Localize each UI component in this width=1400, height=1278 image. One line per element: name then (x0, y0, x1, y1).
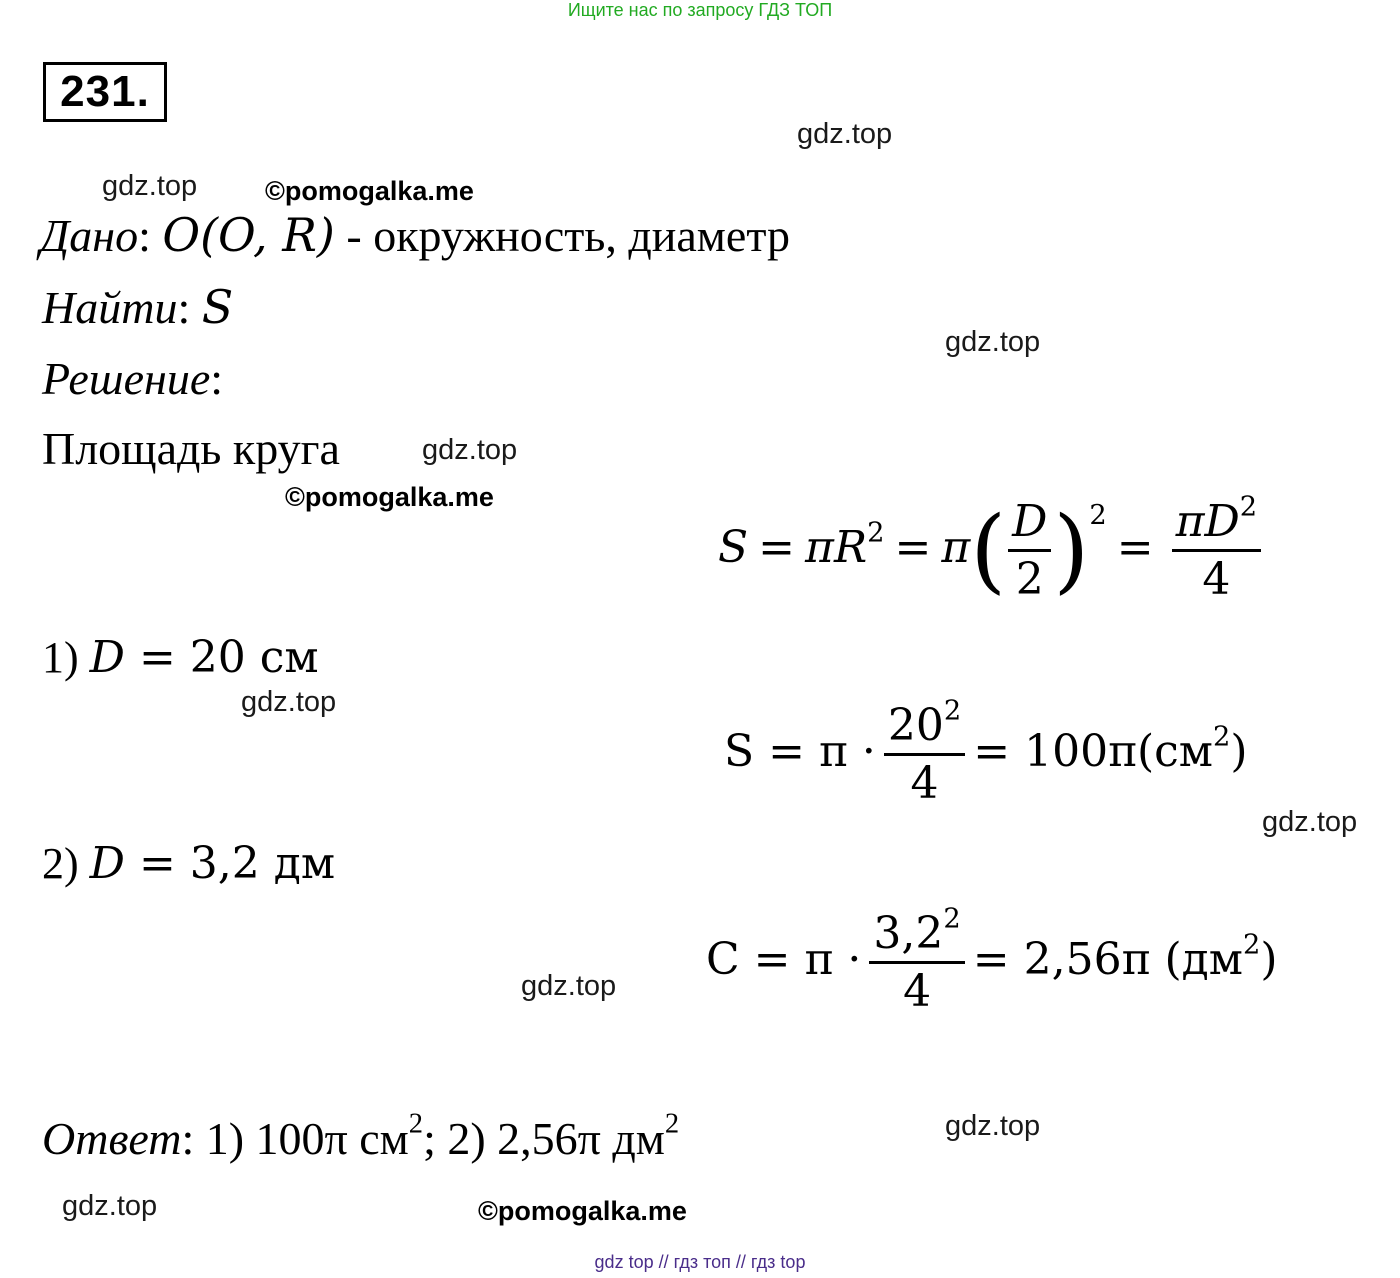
find-label: Найти (42, 282, 178, 333)
case1-label: 1) (42, 633, 90, 682)
frac-numerator: $\pi D^2$ (1172, 496, 1262, 552)
watermark-gdz: gdz.top (945, 326, 1041, 358)
formula-frac-d2 (1008, 496, 1051, 605)
find-var: S (201, 280, 234, 334)
solution-label: Решение (42, 353, 211, 404)
case2-frac (869, 903, 964, 1017)
case1-result: = 100π(см (973, 726, 1214, 777)
case1-value: = 20 см (138, 632, 319, 683)
answer-part2: ; 2) 2,56π дм (423, 1113, 665, 1164)
frac-denominator: 4 (903, 966, 932, 1017)
case1-var: D (89, 632, 125, 683)
case1-calc (724, 695, 1248, 809)
watermark-gdz: gdz.top (102, 170, 198, 202)
watermark-gdz: gdz.top (241, 686, 337, 718)
frac-denominator: 4 (910, 758, 939, 809)
case2-result: = 2,56π (дм (972, 934, 1243, 985)
answer-exp: 2 (408, 1108, 424, 1140)
case2-line (42, 838, 335, 889)
watermark-pomogalka: ©pomogalka.me (478, 1196, 687, 1226)
case2-var: D (89, 838, 125, 889)
case2-calc-lhs: C = π · (706, 934, 862, 985)
answer-exp: 2 (664, 1108, 680, 1140)
formula-lhs: S (718, 522, 749, 573)
case2-result-exp: 2 (1242, 929, 1261, 961)
find-line: Найти: S (42, 280, 234, 334)
watermark-pomogalka: ©pomogalka.me (285, 482, 494, 512)
watermark-gdz: gdz.top (521, 970, 617, 1002)
given-label: Дано (40, 210, 139, 261)
footer-links: gdz top // гдз топ // гдз top (594, 1252, 806, 1272)
formula-pi: π (941, 522, 971, 573)
answer-line (42, 1108, 680, 1165)
frac-denominator: 2 (1015, 554, 1044, 605)
formula-pi-r: πR (805, 522, 868, 573)
area-label: Площадь круга (42, 423, 340, 474)
area-formula: $S = \pi R^2 = \pi$( $\frac{D}{2}$ )$^2$= $\frac{\pi D^2}{4}$ (718, 496, 1269, 605)
frac-numerator: D (1008, 496, 1051, 552)
frac-denominator: 4 (1202, 554, 1231, 605)
top-banner: Ищите нас по запросу ГДЗ ТОП (567, 0, 833, 20)
case2-label: 2) (42, 839, 90, 888)
watermark-gdz: gdz.top (797, 118, 893, 150)
answer-label: Ответ (42, 1113, 182, 1164)
case1-result-close: ) (1230, 726, 1248, 777)
solution-line: Решение: (42, 353, 224, 404)
watermark-pomogalka: ©pomogalka.me (265, 176, 474, 206)
given-line: Дано: O(O, R) - окружность, диаметр (40, 208, 791, 262)
frac-numerator: $20^2$ (884, 700, 965, 756)
formula-frac-result (1172, 491, 1262, 605)
formula-exp: 2 (1089, 499, 1107, 531)
case1-line (42, 632, 319, 683)
answer-part1: : 1) 100π см (181, 1113, 409, 1164)
formula-exp: 2 (867, 517, 885, 549)
given-circle: O(O, R) (162, 208, 335, 262)
case1-frac (884, 695, 965, 809)
case1-result-exp: 2 (1213, 721, 1231, 753)
watermark-gdz: gdz.top (945, 1110, 1041, 1142)
case2-value: = 3,2 дм (138, 838, 336, 889)
watermark-gdz: gdz.top (422, 434, 518, 466)
case2-calc (706, 903, 1278, 1017)
given-text: - окружность, диаметр (346, 210, 791, 261)
watermark-gdz: gdz.top (1262, 806, 1358, 838)
case2-result-close: ) (1260, 934, 1278, 985)
case1-calc-lhs: S = π · (724, 726, 876, 777)
watermark-gdz: gdz.top (62, 1190, 158, 1222)
frac-numerator: $3,2^2$ (869, 908, 964, 964)
problem-number: 231. (43, 62, 167, 122)
